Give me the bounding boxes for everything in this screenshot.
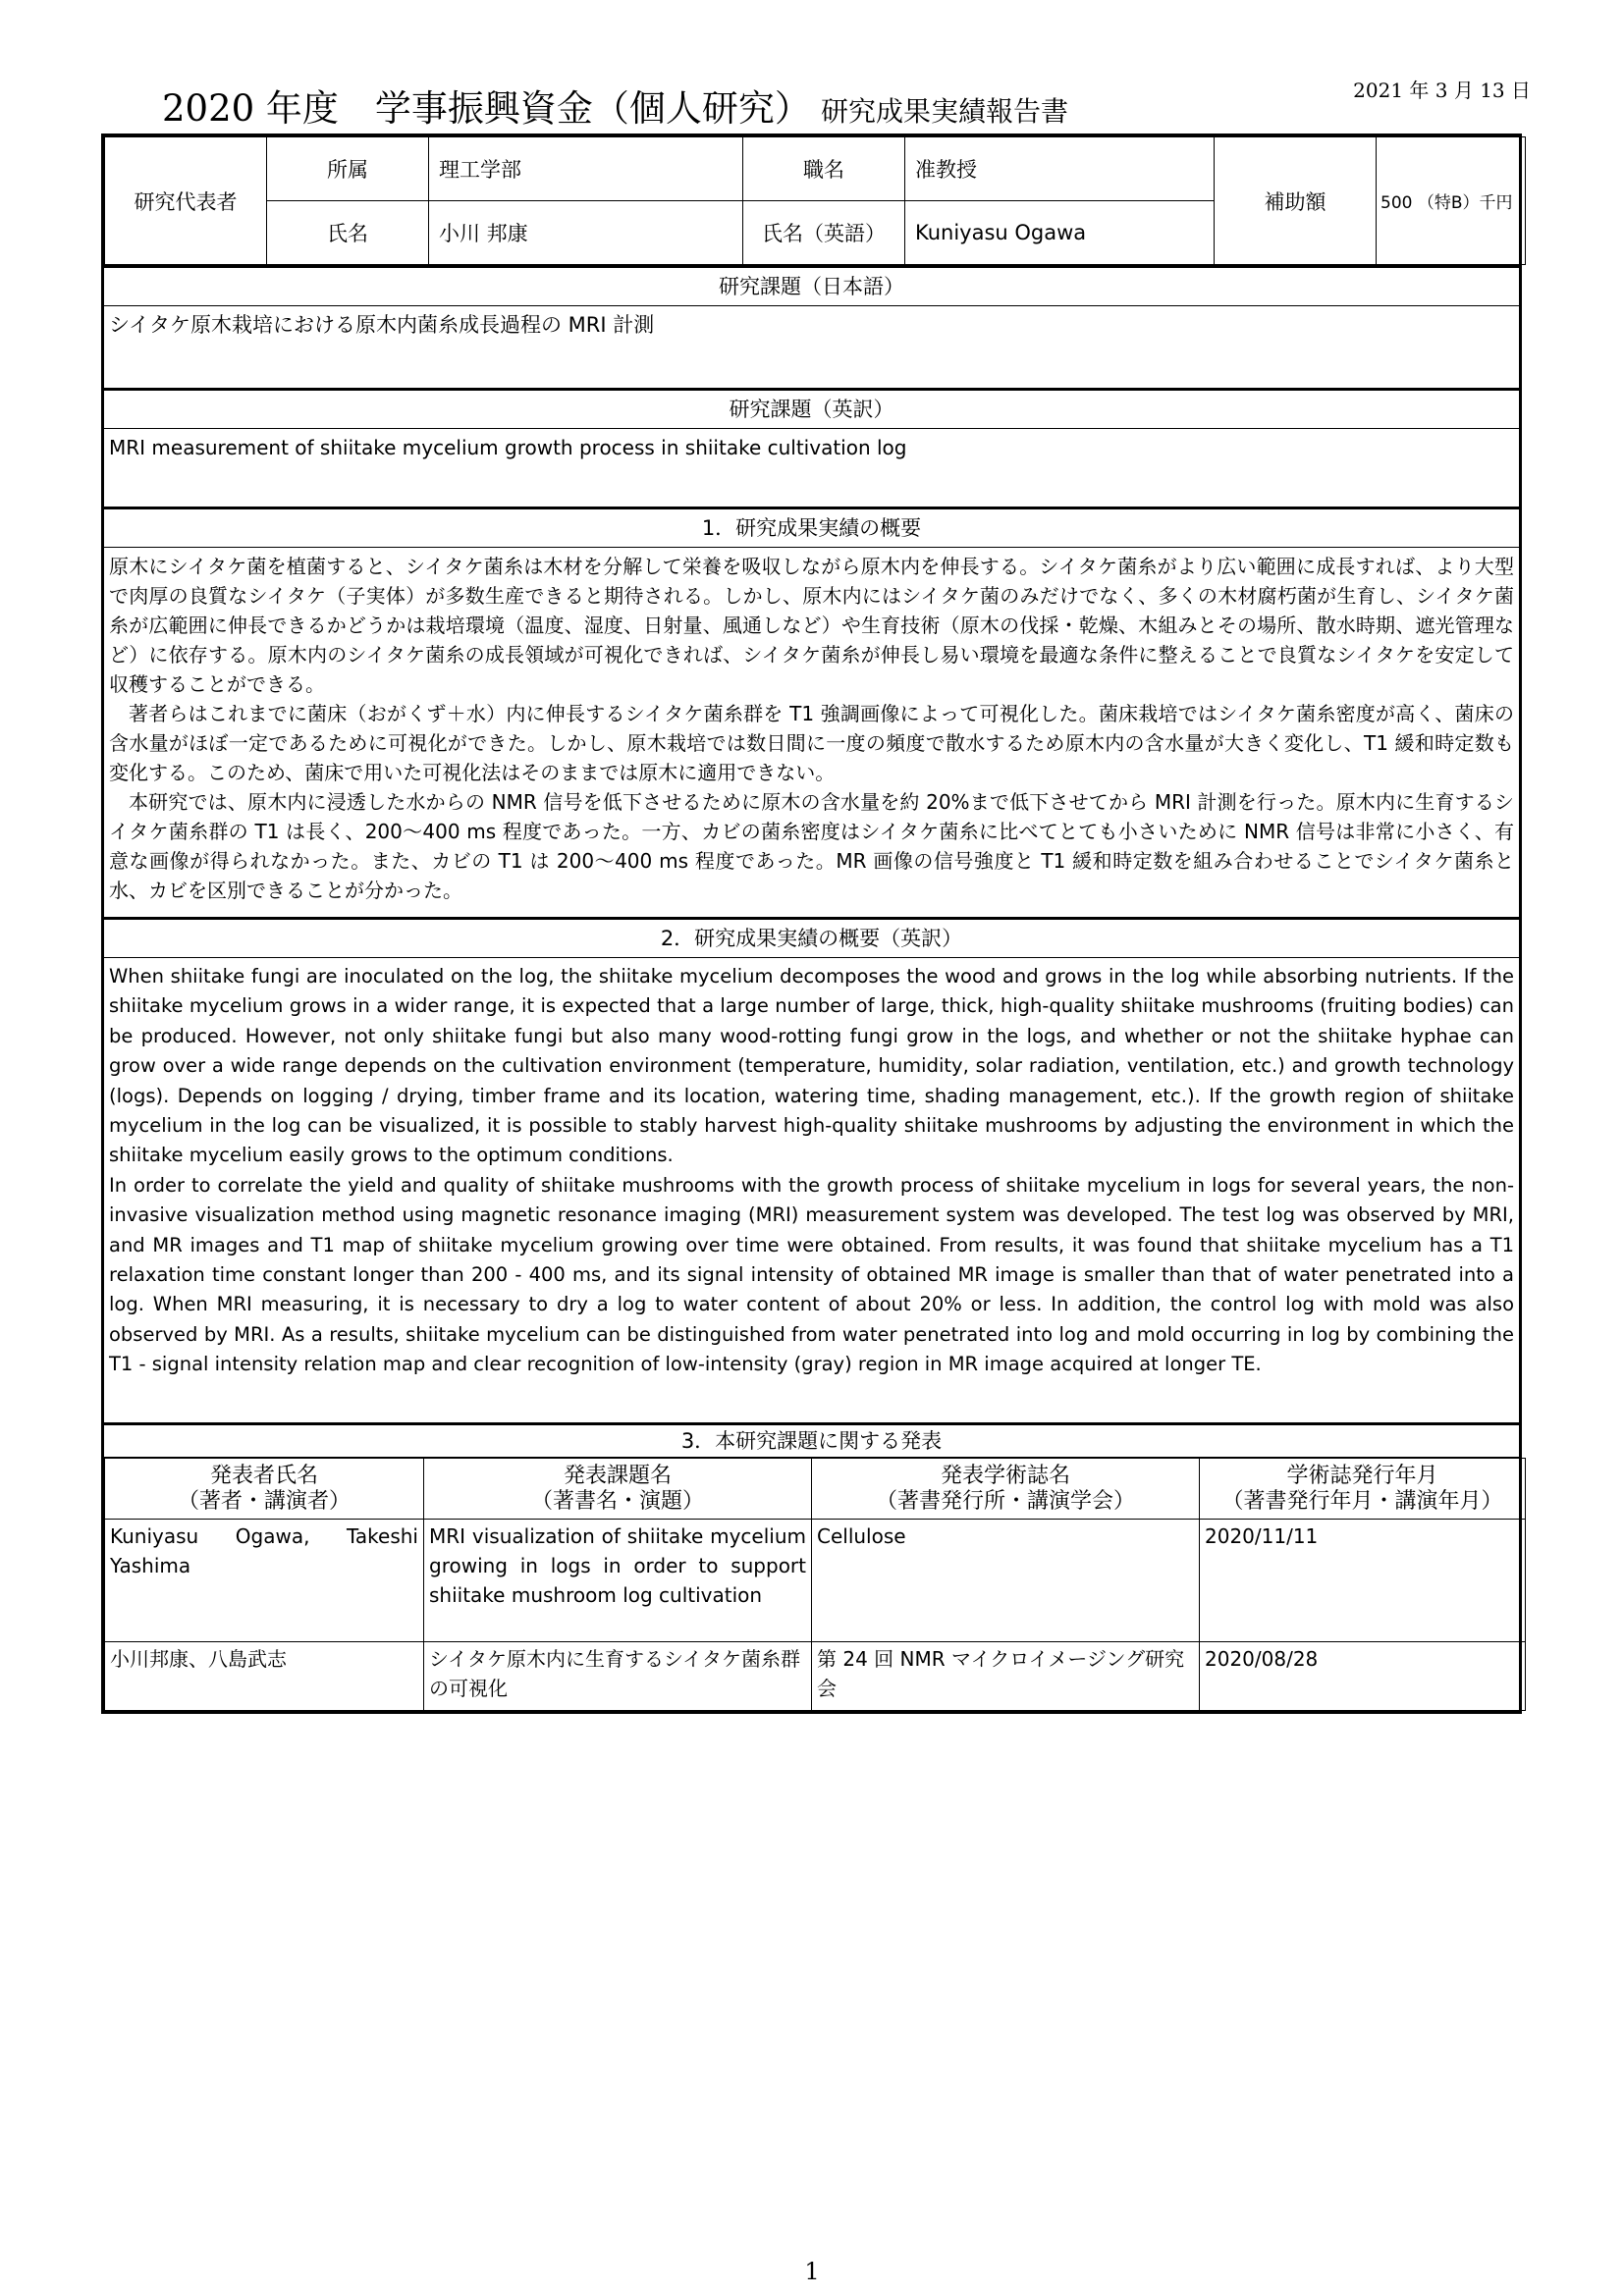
grant-label: 補助額 — [1215, 137, 1377, 265]
summary-jp-heading: 1．研究成果実績の概要 — [104, 507, 1519, 548]
summary-en-paragraph: In order to correlate the yield and quality of shiitake mushrooms with the growth process of shiitake mycelium in logs for several years, the non-invasive visualization method using magnetic resonance imaging (MRI) measurement system was developed. The test log was observed by MRI, and MR images and T1 map of shiitake mycelium growing over time were obtained. From results, it was found that shiitake mycelium has a T1 relaxation time constant longer than 200 - 400 ms, and its signal intensity of obtained MR image is smaller than that of water penetrated into a log. When MRI measuring, it is necessary to dry a log to water content of about 20% or less. In addition, the control log with mold was also observed by MRI. As a results, shiitake mycelium can be distinguished from water penetrated into log and mold occurring in log by combining the T1 - signal intensity relation map and clear recognition of low-intensity (gray) region in MR image acquired at longer TE. — [109, 1173, 1514, 1376]
topic-jp-text: シイタケ原木栽培における原木内菌糸成長過程の MRI 計測 — [109, 313, 655, 337]
pub-venue: 第 24 回 NMR マイクロイメージング研究会 — [812, 1642, 1200, 1711]
table-row — [105, 1520, 1526, 1642]
summary-en-paragraph: When shiitake fungi are inoculated on the log, the shiitake mycelium decomposes the wood and grows in the log while absorbing nutrients. If the shiitake mycelium grows in a wider range, it is expected that a large number of large, thick, high-quality shiitake mushrooms (fruiting bodies) can be produced. However, not only shiitake fungi but also many wood-rotting fungi grow in the logs, and whether or not the shiitake hyphae can grow over a wide range depends on the cultivation environment (temperature, humidity, solar radiation, ventilation, etc.) and growth technology (logs). Depends on logging / drying, timber frame and its location, watering time, shading management, etc.). If the growth region of shiitake mycelium in the log can be visualized, it is possible to stably harvest high-quality shiitake mushrooms by adjusting the environment in which the shiitake mycelium easily grows to the optimum conditions. — [109, 965, 1514, 1167]
summary-jp-paragraph: 原木にシイタケ菌を植菌すると、シイタケ菌糸は木材を分解して栄養を吸収しながら原木内を伸長する。シイタケ菌糸がより広い範囲に成長すれば、より大型で肉厚の良質なシイタケ（子実体）が多数生産できると期待される。しかし、原木内にはシイタケ菌のみだけでなく、多くの木材腐朽菌が生育し、シイタケ菌糸が広範囲に伸長できるかどうかは栽培環境（温度、湿度、日射量、風通しなど）や生育技術（原木の伐採・乾燥、木組みとその場所、散水時期、遮光管理など）に依存する。原木内のシイタケ菌糸の成長領域が可視化できれば、シイタケ菌糸が伸長し易い環境を最適な条件に整えることで良質なシイタケを安定して収穫することができる。 — [109, 555, 1514, 696]
pub-authors: Kuniyasu Ogawa, Takeshi Yashima — [105, 1520, 424, 1642]
summary-en-heading: 2．研究成果実績の概要（英訳） — [104, 917, 1519, 958]
pub-date: 2020/08/28 — [1200, 1642, 1526, 1711]
pub-title: シイタケ原木内に生育するシイタケ菌糸群の可視化 — [424, 1642, 812, 1711]
name-label: 氏名 — [267, 201, 429, 265]
name-en-value: Kuniyasu Ogawa — [905, 201, 1215, 265]
name-en-label: 氏名（英語） — [743, 201, 905, 265]
summary-jp-paragraph: 著者らはこれまでに菌床（おがくず＋水）内に伸長するシイタケ菌糸群を T1 強調画像によって可視化した。菌床栽培ではシイタケ菌糸密度が高く、菌床の含水量がほぼ一定であるために可視化ができた。しかし、原木栽培では数日間に一度の頻度で散水するため原木内の含水量が大きく変化し、T1 緩和時定数も変化する。このため、菌床で用いた可視化法はそのままでは原木に適用できない。 — [109, 702, 1514, 784]
topic-en-text: MRI measurement of shiitake mycelium growth process in shiitake cultivation log — [109, 436, 907, 459]
report-date: 2021 年 3 月 13 日 — [1353, 79, 1531, 102]
col-header-authors: 発表者氏名 （著者・講演者） — [105, 1459, 424, 1520]
table-row — [105, 1642, 1526, 1711]
topic-en-heading: 研究課題（英訳） — [104, 388, 1519, 429]
topic-jp-heading: 研究課題（日本語） — [104, 265, 1519, 306]
pub-venue: Cellulose — [812, 1520, 1200, 1642]
position-value: 准教授 — [905, 137, 1215, 201]
page-number: 1 — [804, 2258, 820, 2285]
report-form — [101, 133, 1522, 1714]
publications-heading: 3．本研究課題に関する発表 — [104, 1422, 1519, 1458]
report-title — [162, 79, 1068, 132]
representative-label: 研究代表者 — [105, 137, 267, 265]
col-header-title: 発表課題名 （著書名・演題） — [424, 1459, 812, 1520]
summary-jp-body — [104, 548, 1519, 917]
grant-value: 500 （特B）千円 — [1377, 137, 1526, 265]
report-subtitle: 研究成果実績報告書 — [820, 95, 1068, 128]
position-label: 職名 — [743, 137, 905, 201]
pub-title: MRI visualization of shiitake mycelium growing in logs in order to support shiitake mushroom log cultivation — [424, 1520, 812, 1642]
researcher-info-table — [104, 136, 1526, 265]
col-header-date: 学術誌発行年月 （著書発行年月・講演年月） — [1200, 1459, 1526, 1520]
summary-jp-paragraph: 本研究では、原木内に浸透した水からの NMR 信号を低下させるために原木の含水量を約 20%まで低下させてから MRI 計測を行った。原木内に生育するシイタケ菌糸群の T1 は長く、200～400 ms 程度であった。一方、カビの菌糸密度はシイタケ菌糸に比べてとても小さいために NMR 信号は非常に小さく、有意な画像が得られなかった。また、カビの T1 は 200～400 ms 程度であった。MR 画像の信号強度と T1 緩和時定数を組み合わせることでシイタケ菌糸と水、カビを区別できることが分かった。 — [109, 790, 1514, 902]
publications-table — [104, 1458, 1526, 1711]
pub-date: 2020/11/11 — [1200, 1520, 1526, 1642]
summary-en-body — [104, 958, 1519, 1422]
affiliation-value: 理工学部 — [429, 137, 743, 201]
name-value: 小川 邦康 — [429, 201, 743, 265]
report-title-main: 2020 年度 学事振興資金（個人研究） — [162, 87, 811, 130]
pub-authors: 小川邦康、八島武志 — [105, 1642, 424, 1711]
col-header-venue: 発表学術誌名 （著書発行所・講演学会） — [812, 1459, 1200, 1520]
affiliation-label: 所属 — [267, 137, 429, 201]
